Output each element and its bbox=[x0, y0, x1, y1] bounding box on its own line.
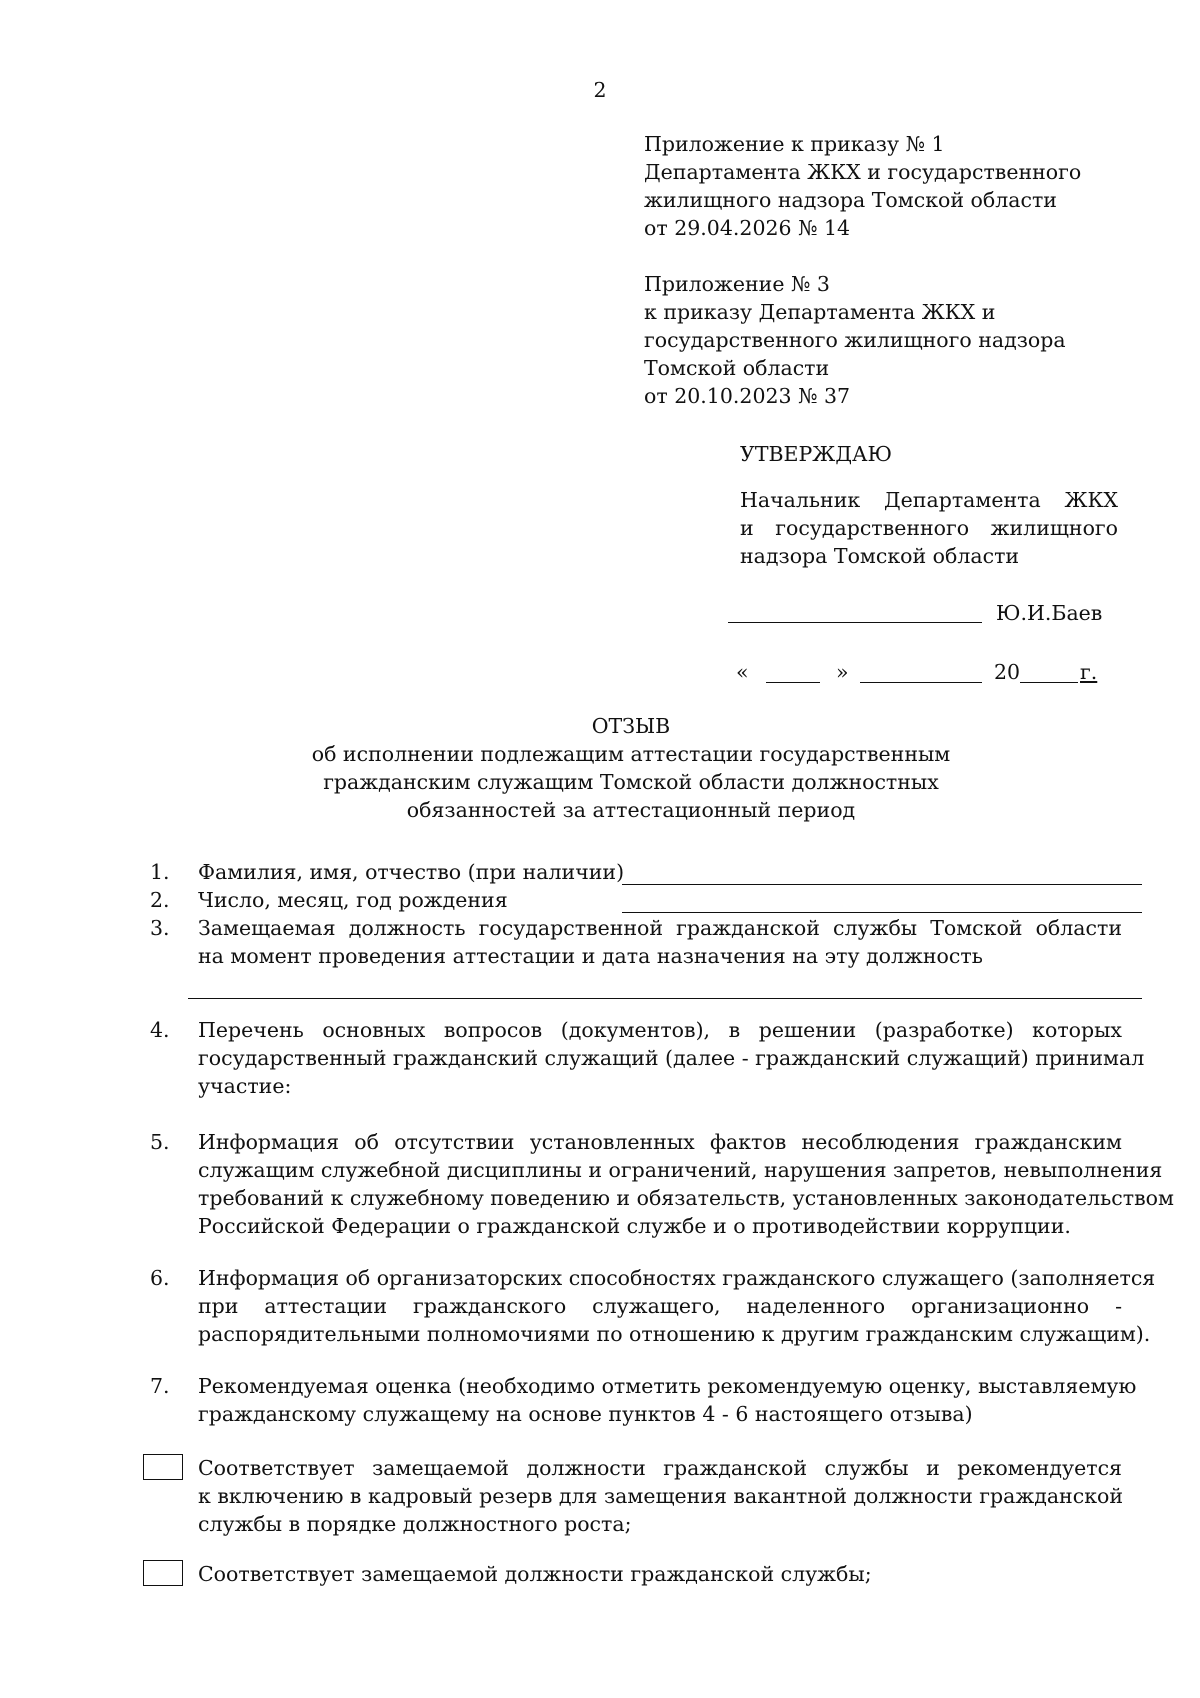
item-number: 6. bbox=[150, 1266, 170, 1290]
item-number: 2. bbox=[150, 888, 170, 912]
item-number: 7. bbox=[150, 1374, 170, 1398]
appendix-1-line: Приложение к приказу № 1 bbox=[644, 132, 945, 156]
item-line: Информация об организаторских способностях гражданского служащего (заполняется bbox=[198, 1266, 1156, 1290]
signatory-name: Ю.И.Баев bbox=[996, 601, 1103, 625]
item-line: Российской Федерации о гражданской службе и о противодействии коррупции. bbox=[198, 1214, 1071, 1238]
item-line: требований к служебному поведению и обязательств, установленных законодательством bbox=[198, 1186, 1174, 1210]
option-text bbox=[198, 1560, 1122, 1588]
appendix-3-line: Томской области bbox=[644, 356, 830, 380]
full-name-field[interactable] bbox=[622, 884, 1142, 885]
appendix-3-line: Приложение № 3 bbox=[644, 272, 830, 296]
item-number: 4. bbox=[150, 1018, 170, 1042]
year-blank-line[interactable] bbox=[1020, 682, 1078, 683]
appendix-3-block bbox=[644, 270, 1164, 410]
item-line: на момент проведения аттестации и дата назначения на эту должность bbox=[198, 944, 983, 968]
option-checkbox[interactable] bbox=[143, 1454, 183, 1480]
subtitle-line: об исполнении подлежащим аттестации государственным bbox=[311, 742, 951, 766]
item-text: Число, месяц, год рождения bbox=[198, 888, 508, 912]
appendix-1-line: Департамента ЖКХ и государственного bbox=[644, 160, 1082, 184]
item-text bbox=[198, 1016, 1145, 1100]
appendix-1-line: от 29.04.2026 № 14 bbox=[644, 216, 851, 240]
item-line: Перечень основных вопросов (документов), в решении (разработке) которых bbox=[198, 1018, 1122, 1042]
item-line: при аттестации гражданского служащего, наделенного организационно - bbox=[198, 1294, 1122, 1318]
approval-heading: УТВЕРЖДАЮ bbox=[740, 442, 892, 466]
document-title: ОТЗЫВ bbox=[591, 714, 671, 738]
appendix-3-line: от 20.10.2023 № 37 bbox=[644, 384, 851, 408]
approval-date bbox=[736, 658, 1136, 688]
date-close-quote: » bbox=[836, 660, 849, 684]
option-line: Соответствует замещаемой должности гражданской службы и рекомендуется bbox=[198, 1456, 1122, 1480]
signature-line[interactable] bbox=[728, 622, 982, 623]
birth-date-field[interactable] bbox=[622, 912, 1142, 913]
item-number: 3. bbox=[150, 916, 170, 940]
year-suffix: г. bbox=[1080, 660, 1098, 684]
option-line: Соответствует замещаемой должности гражданской службы; bbox=[198, 1562, 872, 1586]
option-line: службы в порядке должностного роста; bbox=[198, 1512, 632, 1536]
page-number: 2 bbox=[593, 78, 607, 102]
approval-line: Начальник Департамента ЖКХ bbox=[740, 488, 1118, 512]
date-open-quote: « bbox=[736, 660, 749, 684]
document-subtitle bbox=[0, 740, 1200, 824]
item-line: распорядительными полномочиями по отношению к другим гражданским служащим). bbox=[198, 1322, 1151, 1346]
item-line: Рекомендуемая оценка (необходимо отметить рекомендуемую оценку, выставляемую bbox=[198, 1374, 1137, 1398]
item-line: участие: bbox=[198, 1074, 292, 1098]
item-text bbox=[198, 1128, 1174, 1240]
appendix-3-line: к приказу Департамента ЖКХ и bbox=[644, 300, 996, 324]
item-line: Замещаемая должность государственной гражданской службы Томской области bbox=[198, 916, 1122, 940]
approval-line: и государственного жилищного bbox=[740, 516, 1118, 540]
day-blank-line[interactable] bbox=[766, 682, 820, 683]
appendix-3-line: государственного жилищного надзора bbox=[644, 328, 1066, 352]
position-field[interactable] bbox=[188, 998, 1142, 999]
item-text bbox=[198, 914, 1122, 970]
item-number: 5. bbox=[150, 1130, 170, 1154]
item-text bbox=[198, 1372, 1137, 1428]
item-text bbox=[198, 1264, 1156, 1348]
approval-line: надзора Томской области bbox=[740, 544, 1020, 568]
appendix-1-line: жилищного надзора Томской области bbox=[644, 188, 1057, 212]
item-line: гражданскому служащему на основе пунктов 4 - 6 настоящего отзыва) bbox=[198, 1402, 973, 1426]
item-line: государственный гражданский служащий (далее - гражданский служащий) принимал bbox=[198, 1046, 1145, 1070]
month-blank-line[interactable] bbox=[860, 682, 982, 683]
approval-position bbox=[740, 486, 1118, 570]
item-line: служащим служебной дисциплины и ограничений, нарушения запретов, невыполнения bbox=[198, 1158, 1163, 1182]
option-text bbox=[198, 1454, 1122, 1538]
subtitle-line: обязанностей за аттестационный период bbox=[406, 798, 856, 822]
option-checkbox[interactable] bbox=[143, 1560, 183, 1586]
subtitle-line: гражданским служащим Томской области должностных bbox=[323, 770, 939, 794]
item-number: 1. bbox=[150, 860, 170, 884]
item-line: Информация об отсутствии установленных фактов несоблюдения гражданским bbox=[198, 1130, 1122, 1154]
option-line: к включению в кадровый резерв для замещения вакантной должности гражданской bbox=[198, 1484, 1124, 1508]
year-prefix: 20 bbox=[994, 660, 1021, 684]
item-text: Фамилия, имя, отчество (при наличии) bbox=[198, 860, 625, 884]
appendix-1-block bbox=[644, 130, 1164, 242]
